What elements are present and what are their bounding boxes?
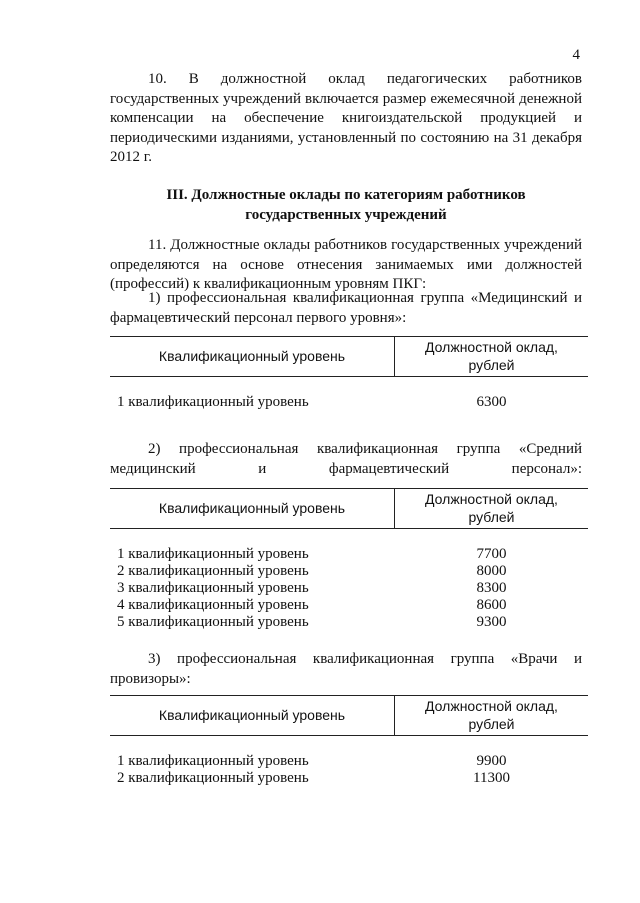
group2-intro: 2) профессиональная квалификационная группа «Средний медицинский и фармацевтический персонал»: bbox=[110, 441, 582, 477]
qualification-level: 1 квалификационный уровень bbox=[117, 753, 309, 769]
group3-intro: 3) профессиональная квалификационная группа «Врачи и провизоры»: bbox=[110, 651, 582, 687]
table-top-border bbox=[110, 336, 588, 337]
salary-value: 8300 bbox=[476, 580, 507, 596]
salary-value: 8000 bbox=[476, 563, 507, 579]
table-header-salary bbox=[395, 697, 588, 733]
table-header-bottom-border bbox=[110, 528, 588, 529]
table-header-salary-line1: Должностной оклад, bbox=[425, 698, 558, 714]
group1-intro: 1) профессиональная квалификационная группа «Медицинский и фармацевтический персонал первого уровня»: bbox=[110, 290, 582, 326]
table-row bbox=[110, 546, 588, 563]
salary-value: 11300 bbox=[473, 770, 510, 786]
paragraph-10: 10. В должностной оклад педагогических работников государственных учреждений включается размер ежемесячной денежной компенсации на обеспечение книгоиздательской продукцией и периодическими изданиями, установленный по состоянию на 31 декабря 2012 г. bbox=[110, 71, 582, 165]
table-header-level: Квалификационный уровень bbox=[158, 348, 346, 364]
section-heading: III. Должностные оклады по категориям работников государственных учреждений bbox=[166, 187, 526, 223]
qualification-level: 2 квалификационный уровень bbox=[117, 770, 309, 786]
table-row bbox=[110, 563, 588, 580]
salary-value: 6300 bbox=[476, 394, 507, 410]
qualification-level: 2 квалификационный уровень bbox=[117, 563, 309, 579]
salary-value: 9900 bbox=[476, 753, 507, 769]
salary-value: 7700 bbox=[476, 546, 507, 562]
table-row bbox=[110, 753, 588, 770]
table-header-bottom-border bbox=[110, 735, 588, 736]
table-row bbox=[110, 614, 588, 631]
table-header-salary-line2: рублей bbox=[468, 716, 515, 732]
salary-value: 9300 bbox=[476, 614, 507, 630]
salary-value: 8600 bbox=[476, 597, 507, 613]
qualification-level: 1 квалификационный уровень bbox=[117, 394, 309, 410]
table-header-salary-line1: Должностной оклад, bbox=[425, 491, 558, 507]
table-header-salary-line2: рублей bbox=[468, 509, 515, 525]
paragraph-11: 11. Должностные оклады работников государственных учреждений определяются на основе отнесения занимаемых ими должностей (профессий) к квалификационным уровням ПКГ: bbox=[110, 237, 582, 292]
table-top-border bbox=[110, 488, 588, 489]
table-header-level: Квалификационный уровень bbox=[158, 500, 346, 516]
table-header-salary-line2: рублей bbox=[468, 357, 515, 373]
table-header-salary-line1: Должностной оклад, bbox=[425, 339, 558, 355]
table-row bbox=[110, 580, 588, 597]
qualification-level: 5 квалификационный уровень bbox=[117, 614, 309, 630]
qualification-level: 4 квалификационный уровень bbox=[117, 597, 309, 613]
table-header-salary bbox=[395, 490, 588, 526]
table-row bbox=[110, 394, 588, 411]
table-header-salary bbox=[395, 338, 588, 374]
table-row bbox=[110, 770, 588, 787]
qualification-level: 1 квалификационный уровень bbox=[117, 546, 309, 562]
table-header-level: Квалификационный уровень bbox=[158, 707, 346, 723]
table-header-bottom-border bbox=[110, 376, 588, 377]
table-row bbox=[110, 597, 588, 614]
page-number: 4 bbox=[572, 47, 580, 63]
qualification-level: 3 квалификационный уровень bbox=[117, 580, 309, 596]
table-top-border bbox=[110, 695, 588, 696]
